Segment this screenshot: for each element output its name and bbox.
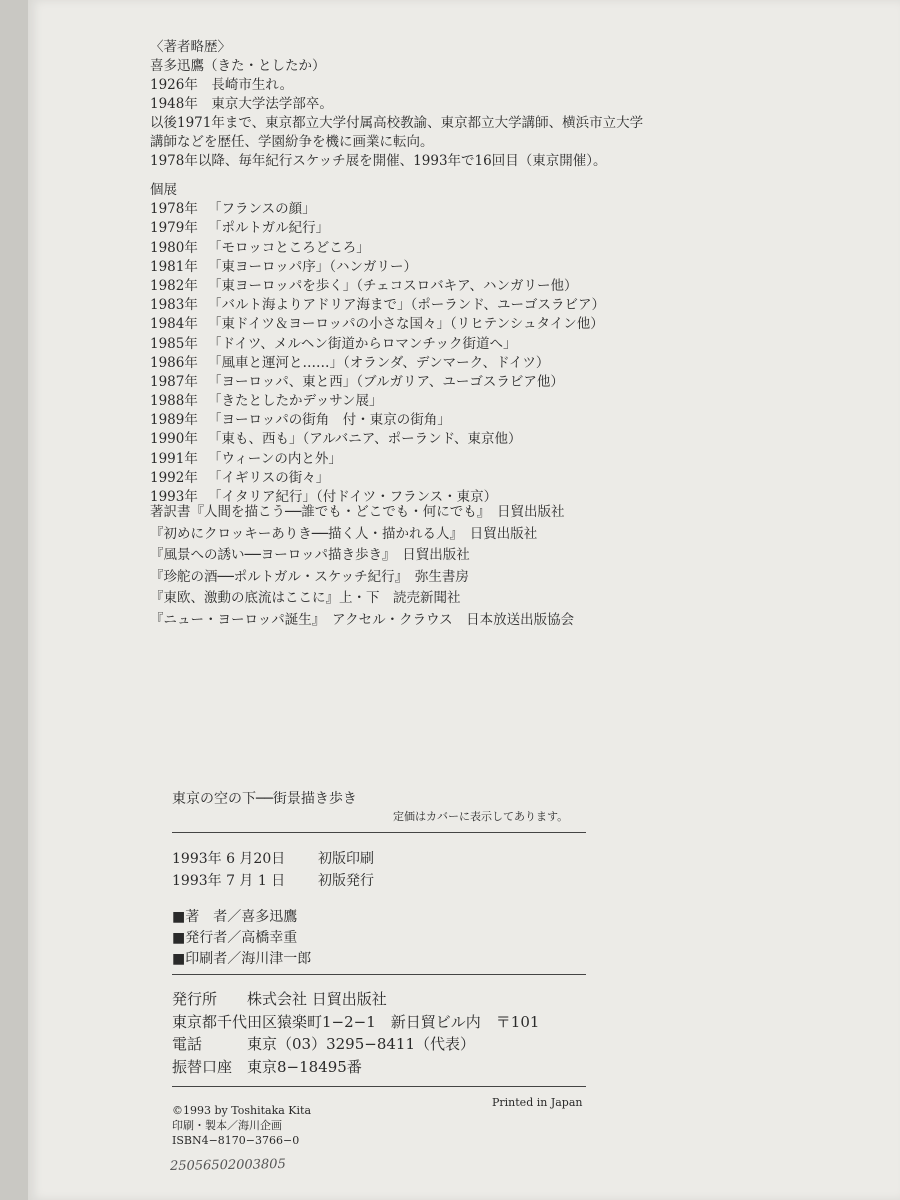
- exhibition-title: 「東ヨーロッパを歩く」（チェコスロバキア、ハンガリー他）: [208, 277, 578, 294]
- exhibition-year: 1986年: [150, 354, 198, 371]
- publication-dates: [172, 848, 374, 892]
- bio-entry: 1926年 長崎市生れ。: [150, 77, 294, 93]
- exhibition-year: 1993年: [150, 489, 198, 505]
- exhibition-title: 「ポルトガル紀行」: [208, 220, 330, 237]
- credits: [172, 906, 311, 969]
- exhibition-title: 「東ドイツ＆ヨーロッパの小さな国々」（リヒテンシュタイン他）: [208, 316, 604, 333]
- exhibition-title: 「ヨーロッパ、東と西」（ブルガリア、ユーゴスラビア他）: [208, 373, 564, 390]
- exhibition-title: 「風車と運河と……」（オランダ、デンマーク、ドイツ）: [208, 354, 550, 371]
- book-title: 東京の空の下──街景描き歩き: [172, 791, 357, 807]
- exhibition-year: 1987年: [150, 373, 198, 390]
- list-item: [150, 332, 605, 351]
- list-item: [150, 216, 605, 235]
- phone-label: 電話: [172, 1035, 203, 1053]
- divider: [172, 974, 586, 975]
- bio-entry: 1948年 東京大学法学部卒。: [150, 96, 333, 112]
- author-bio: [150, 38, 650, 171]
- list-item: [150, 389, 605, 408]
- bio-entry: 以後1971年まで、東京都立大学付属高校教諭、東京都立大学講師、横浜市立大学講師などを歴任、学園紛争を機に画業に転向。: [150, 115, 644, 150]
- credit-publisher: ■発行者／高橋幸重: [172, 930, 298, 946]
- copyright: ©1993 by Toshitaka Kita: [172, 1104, 312, 1117]
- exhibition-year: 1984年: [150, 316, 198, 333]
- price-note: 定価はカバーに表示してあります。: [393, 810, 569, 823]
- phone-value: 東京（03）3295−8411（代表）: [247, 1035, 476, 1053]
- date-value: 1993年 7 月 1 日: [172, 873, 286, 889]
- exhibition-year: 1988年: [150, 393, 198, 410]
- date-label: 初版印刷: [318, 851, 374, 867]
- exhibitions-heading: 個展: [150, 182, 177, 198]
- book-item: 『初めにクロッキーありき──描く人・描かれる人』 日貿出版社: [150, 525, 538, 542]
- address-row: [172, 1011, 539, 1034]
- list-item: [150, 293, 605, 312]
- books-list: [150, 500, 574, 629]
- isbn: ISBN4−8170−3766−0: [172, 1134, 300, 1147]
- exhibition-year: 1991年: [150, 450, 198, 467]
- publisher-row: [172, 988, 539, 1011]
- book-gutter: [0, 0, 28, 1200]
- exhibition-year: 1980年: [150, 239, 198, 256]
- exhibition-title: 「ウィーンの内と外」: [208, 450, 342, 467]
- list-item: [150, 466, 605, 485]
- divider: [172, 832, 586, 833]
- exhibition-title: 「東ヨーロッパ序」（ハンガリー）: [208, 258, 417, 275]
- date-label: 初版発行: [318, 873, 374, 889]
- bio-heading: 〈著者略歴〉: [150, 39, 231, 55]
- exhibition-year: 1985年: [150, 335, 198, 352]
- book-item: 『風景への誘い──ヨーロッパ描き歩き』 日貿出版社: [150, 547, 470, 563]
- exhibition-title: 「イタリア紀行」（付ドイツ・フランス・東京）: [208, 489, 498, 505]
- credit-author: ■著 者／喜多迅鷹: [172, 909, 298, 925]
- exhibition-title: 「ヨーロッパの街角 付・東京の街角」: [208, 412, 451, 429]
- list-item: [150, 370, 605, 389]
- publisher-value: 株式会社 日貿出版社: [247, 990, 387, 1008]
- list-item: [150, 274, 605, 293]
- publisher-info: [172, 988, 539, 1078]
- book-item: 『ニュー・ヨーロッパ誕生』 アクセル・クラウス 日本放送出版協会: [150, 611, 575, 628]
- exhibition-title: 「ドイツ、メルヘン街道からロマンチック街道へ」: [208, 335, 517, 352]
- book-item: 『東欧、激動の底流はここに』上・下 読売新聞社: [150, 590, 461, 606]
- credit-printer: ■印刷者／海川津一郎: [172, 951, 312, 967]
- list-item: [150, 408, 605, 427]
- divider: [172, 1086, 586, 1087]
- list-item: [150, 236, 605, 255]
- date-row: [172, 848, 374, 870]
- exhibition-year: 1983年: [150, 297, 198, 314]
- exhibition-title: 「東も、西も」（アルバニア、ポーランド、東京他）: [208, 431, 522, 448]
- exhibition-year: 1979年: [150, 220, 198, 237]
- exhibition-title: 「イギリスの街々」: [208, 469, 330, 486]
- bio-entry: 1978年以降、毎年紀行スケッチ展を開催、1993年で16回目（東京開催）。: [150, 153, 607, 169]
- exhibition-title: 「モロッコところどころ」: [208, 239, 370, 256]
- date-value: 1993年 6 月20日: [172, 851, 286, 867]
- publisher-label: 発行所: [172, 990, 218, 1008]
- printed-in: Printed in Japan: [492, 1096, 583, 1109]
- transfer-label: 振替口座: [172, 1057, 233, 1076]
- exhibition-title: 「バルト海よりアドリア海まで」（ポーランド、ユーゴスラビア）: [208, 297, 606, 314]
- list-item: [150, 255, 605, 274]
- list-item: [150, 312, 605, 331]
- exhibition-year: 1982年: [150, 277, 198, 294]
- list-item: [150, 447, 605, 466]
- exhibition-title: 「きたとしたかデッサン展」: [208, 393, 383, 410]
- handwritten-number: 25056502003805: [169, 1156, 286, 1175]
- transfer-value: 東京8−18495番: [247, 1057, 362, 1076]
- transfer-row: [172, 1056, 539, 1079]
- exhibition-year: 1981年: [150, 258, 198, 275]
- book-item: 『珍舵の酒──ポルトガル・スケッチ紀行』 弥生書房: [150, 568, 469, 585]
- exhibition-year: 1992年: [150, 469, 198, 486]
- printing-credit: 印刷・製本／海川企画: [172, 1119, 282, 1132]
- exhibition-title: 「フランスの顔」: [208, 201, 316, 218]
- exhibitions-list: [150, 178, 605, 504]
- phone-row: [172, 1033, 539, 1056]
- address-value: 東京都千代田区猿楽町1−2−1 新日貿ビル内 〒101: [172, 1012, 540, 1031]
- exhibition-year: 1978年: [150, 201, 198, 218]
- date-row: [172, 870, 374, 892]
- list-item: [150, 197, 605, 216]
- exhibition-year: 1989年: [150, 412, 198, 429]
- author-name: 喜多迅鷹（きた・としたか）: [150, 58, 326, 74]
- book-item: 著訳書『人間を描こう──誰でも・どこでも・何にでも』 日貿出版社: [150, 504, 565, 520]
- exhibition-year: 1990年: [150, 431, 198, 448]
- list-item: [150, 351, 605, 370]
- copyright-block: [172, 1103, 311, 1148]
- list-item: [150, 427, 605, 446]
